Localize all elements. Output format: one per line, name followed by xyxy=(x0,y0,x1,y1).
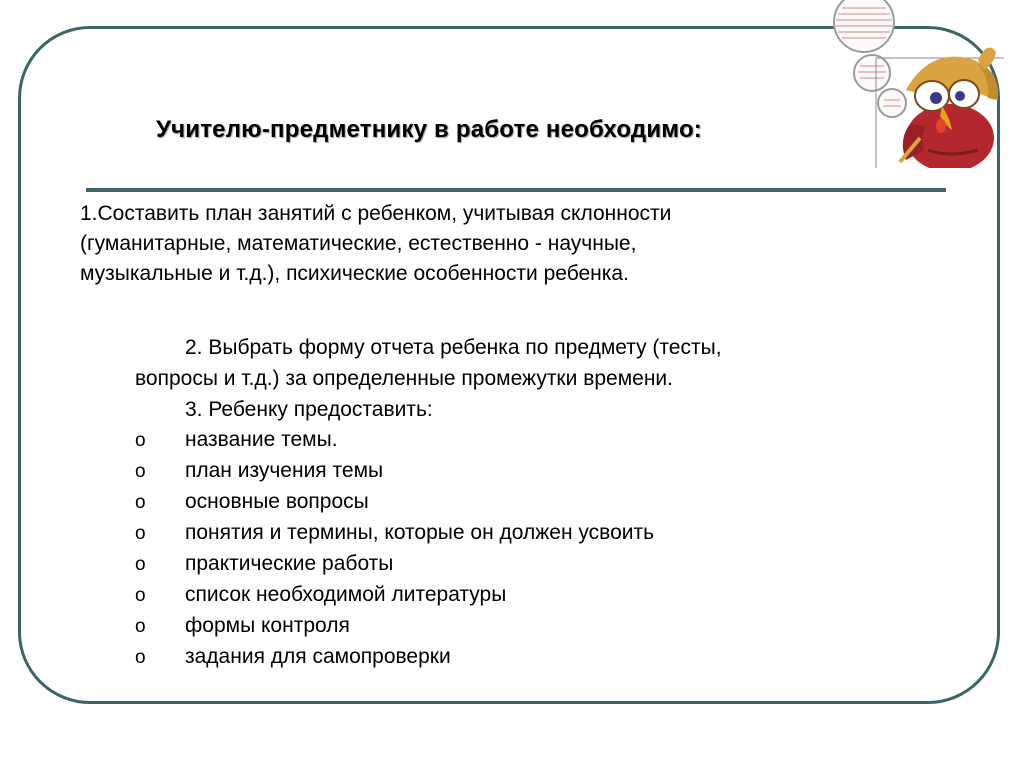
paragraph-provide-heading: 3. Ребенку предоставить: xyxy=(185,398,433,421)
bullet-icon: o xyxy=(135,554,146,575)
list-item-text: основные вопросы xyxy=(185,490,369,513)
list-item-text: список необходимой литературы xyxy=(185,583,507,606)
paragraph-report-line: 2. Выбрать форму отчета ребенка по предмету (тесты, xyxy=(185,336,722,359)
list-item-text: название темы. xyxy=(185,428,338,451)
list-item-text: понятия и термины, которые он должен усвоить xyxy=(185,521,655,544)
paragraph-report xyxy=(135,332,875,425)
bullet-icon: o xyxy=(135,461,146,482)
owl-drawing xyxy=(828,0,1004,168)
list-item-text: план изучения темы xyxy=(185,459,384,482)
paragraph-plan-line: 1.Составить план занятий с ребенком, учитывая склонности xyxy=(80,202,672,225)
paragraph-plan-line: музыкальные и т.д.), психические особенности ребенка. xyxy=(80,262,629,285)
bullet-icon: o xyxy=(135,616,146,637)
paragraph-report-line: вопросы и т.д.) за определенные промежутки времени. xyxy=(135,367,673,390)
paragraph-plan-line: (гуманитарные, математические, естественно - научные, xyxy=(80,232,637,255)
bullet-icon: o xyxy=(135,492,146,513)
slide-title: Учителю-предметнику в работе необходимо: xyxy=(156,116,702,143)
bullet-icon: o xyxy=(135,585,146,606)
bullet-icon: o xyxy=(135,430,146,451)
owl-illustration xyxy=(828,0,1004,168)
paragraph-plan xyxy=(80,199,800,289)
list-item-text: практические работы xyxy=(185,552,394,575)
bullet-icon: o xyxy=(135,647,146,668)
list-item-text: задания для самопроверки xyxy=(185,645,451,668)
list-item-text: формы контроля xyxy=(185,614,350,637)
bullet-icon: o xyxy=(135,523,146,544)
title-underline xyxy=(86,188,946,192)
